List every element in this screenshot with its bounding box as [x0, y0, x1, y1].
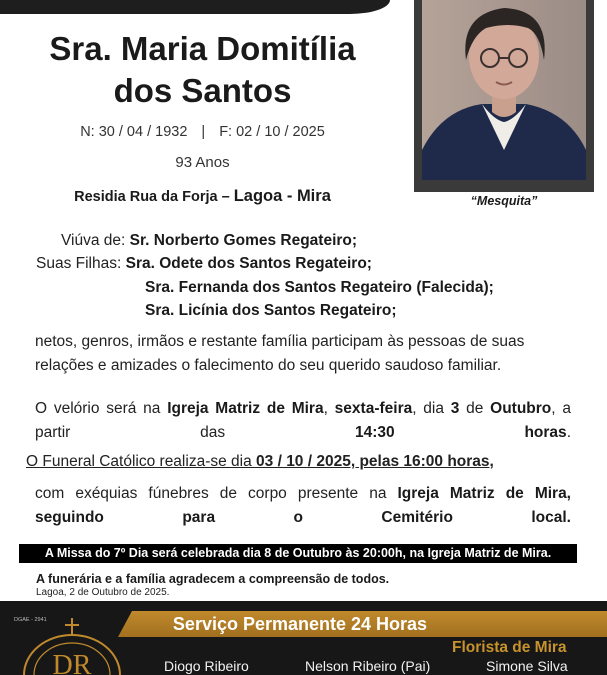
residence-place: Lagoa - Mira	[233, 187, 331, 205]
residence-prefix: Residia Rua da Forja –	[74, 189, 230, 205]
contact-name: Simone Silva	[486, 658, 568, 674]
daughter-line-2	[145, 279, 494, 297]
funeral-text: O Funeral Católico realiza-se dia	[26, 453, 257, 470]
wake-text: .	[566, 424, 571, 441]
header-bar	[0, 0, 390, 14]
daughters-label: Suas Filhas:	[36, 255, 122, 272]
service-text: Serviço Permanente 24 Horas	[172, 614, 428, 634]
daughter-name: Sra. Licínia dos Santos Regateiro;	[145, 302, 397, 319]
wake-time: 14:30 horas	[354, 424, 567, 441]
family-announcement: netos, genros, irmãos e restante família participam às pessoas de suas relações e amizades o falecimento do seu querido saudoso familiar.	[35, 333, 525, 374]
death-date: F: 02 / 10 / 2025	[219, 124, 325, 140]
widow-line	[61, 232, 357, 250]
widow-label: Viúva de:	[61, 232, 126, 249]
birth-date: N: 30 / 04 / 1932	[80, 124, 188, 140]
missa-banner: A Missa do 7º Dia será celebrada dia 8 de Outubro às 20:00h, na Igreja Matriz de Mira.	[19, 544, 577, 563]
wake-text: de	[459, 400, 491, 417]
wake-month: Outubro	[490, 400, 552, 417]
widow-name: Sr. Norberto Gomes Regateiro;	[129, 232, 358, 249]
ceremony-paragraph	[35, 482, 571, 530]
florist-name: Florista de Mira	[452, 639, 567, 656]
wake-weekday: sexta-feira	[334, 400, 413, 417]
dates-line	[0, 124, 405, 140]
deceased-name	[0, 28, 405, 112]
thanks-note: A funerária e a família agradecem a compreensão de todos.	[36, 572, 390, 586]
wake-text: , a partir das	[35, 400, 571, 441]
daughter-line-3	[145, 302, 397, 320]
wake-paragraph	[35, 397, 571, 445]
wake-day: 3	[450, 400, 460, 417]
name-line-1: Sra. Maria Domitília	[49, 30, 356, 67]
funeral-line	[26, 453, 581, 471]
ceremony-place: Igreja Matriz de Mira, seguindo para o Cemitério local.	[35, 485, 571, 526]
logo-text: DR	[52, 650, 92, 675]
license-number: DGAE - 2941	[14, 617, 47, 623]
date-separator: |	[201, 124, 206, 140]
nickname: “Mesquita”	[470, 194, 538, 208]
daughter-name: Sra. Odete dos Santos Regateiro;	[125, 255, 372, 272]
contact-name: Nelson Ribeiro (Pai)	[305, 658, 431, 674]
wake-text: , dia	[412, 400, 451, 417]
wake-text: O velório será na	[35, 400, 168, 417]
name-line-2: dos Santos	[113, 72, 292, 109]
residence	[0, 187, 405, 206]
portrait-illustration	[422, 0, 586, 180]
ceremony-text: com exéquias fúnebres de corpo presente na	[35, 485, 398, 502]
daughter-line-1	[36, 255, 372, 273]
funeral-date: 03 / 10 / 2025, pelas 16:00 horas,	[256, 453, 494, 470]
daughter-name: Sra. Fernanda dos Santos Regateiro (Falecida);	[145, 279, 494, 296]
age: 93 Anos	[175, 154, 230, 171]
portrait-frame	[414, 0, 594, 192]
wake-text: ,	[323, 400, 335, 417]
funeral-home-logo	[18, 614, 126, 675]
place-date: Lagoa, 2 de Outubro de 2025.	[36, 587, 170, 598]
contact-name: Diogo Ribeiro	[164, 658, 249, 674]
portrait-photo	[422, 0, 586, 180]
wake-place: Igreja Matriz de Mira	[167, 400, 324, 417]
